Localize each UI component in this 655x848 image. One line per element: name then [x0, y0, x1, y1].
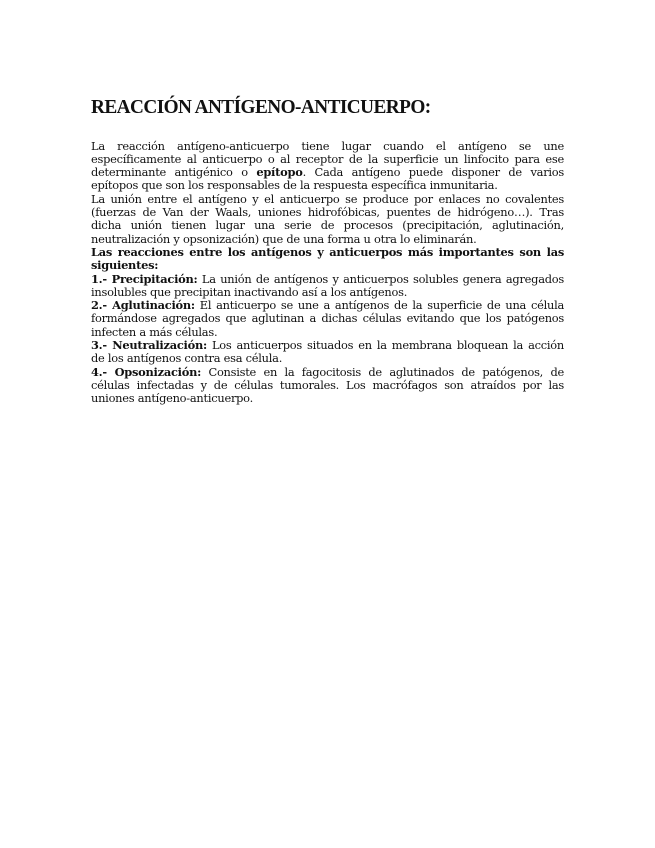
reaction-item-precipitation: [91, 273, 564, 300]
reaction-text: Consiste en la fagocitosis de aglutinados de patógenos, de células infectadas y de células tumorales. Los macrófagos son atraídos por las uniones antígeno-anticuerpo.: [91, 364, 564, 406]
reaction-label: 2.- Aglutinación:: [91, 298, 195, 313]
epitope-term: epítopo: [256, 165, 303, 180]
intro-text: La reacción antígeno-anticuerpo tiene lugar cuando el antígeno se une específicamente al anticuerpo o al receptor de la superficie un linfocito para ese determinante antigénico o: [91, 138, 564, 180]
document-page: [91, 96, 564, 405]
reaction-label: 4.- Opsonización:: [91, 364, 202, 379]
reaction-item-agglutination: [91, 299, 564, 339]
reaction-item-opsonization: [91, 366, 564, 406]
reaction-label: 1.- Precipitación:: [91, 271, 198, 286]
intro-paragraph: [91, 140, 564, 193]
reaction-text: Los anticuerpos situados en la membrana bloquean la acción de los antígenos contra esa célula.: [91, 338, 564, 366]
reaction-text: El anticuerpo se une a antígenos de la superficie de una célula formándose agregados que aglutinan a dichas células evitando que los patógenos infecten a más células.: [91, 298, 564, 339]
union-paragraph: La unión entre el antígeno y el anticuerpo se produce por enlaces no covalentes (fuerzas de Van der Waals, uniones hidrofóbicas, puentes de hidrógeno…). Tras dicha unión tienen lugar una serie de procesos (precipitación, aglutinación, neutralización y opsonización) que de una forma u otra lo eliminarán.: [91, 191, 564, 246]
intro-text-end: . Cada antígeno puede disponer de varios epítopos que son los responsables de la respuesta específica inmunitaria.: [91, 165, 564, 193]
reaction-item-neutralization: [91, 339, 564, 366]
reaction-label: 3.- Neutralización:: [91, 338, 207, 352]
document-body: [91, 140, 564, 406]
reaction-text: La unión de antígenos y anticuerpos solubles genera agregados insolubles que precipitan inactivando así a los antígenos.: [91, 271, 564, 299]
reactions-heading: Las reacciones entre los antígenos y anticuerpos más importantes son las siguientes:: [91, 244, 564, 273]
document-title: REACCIÓN ANTÍGENO-ANTICUERPO:: [91, 96, 431, 118]
